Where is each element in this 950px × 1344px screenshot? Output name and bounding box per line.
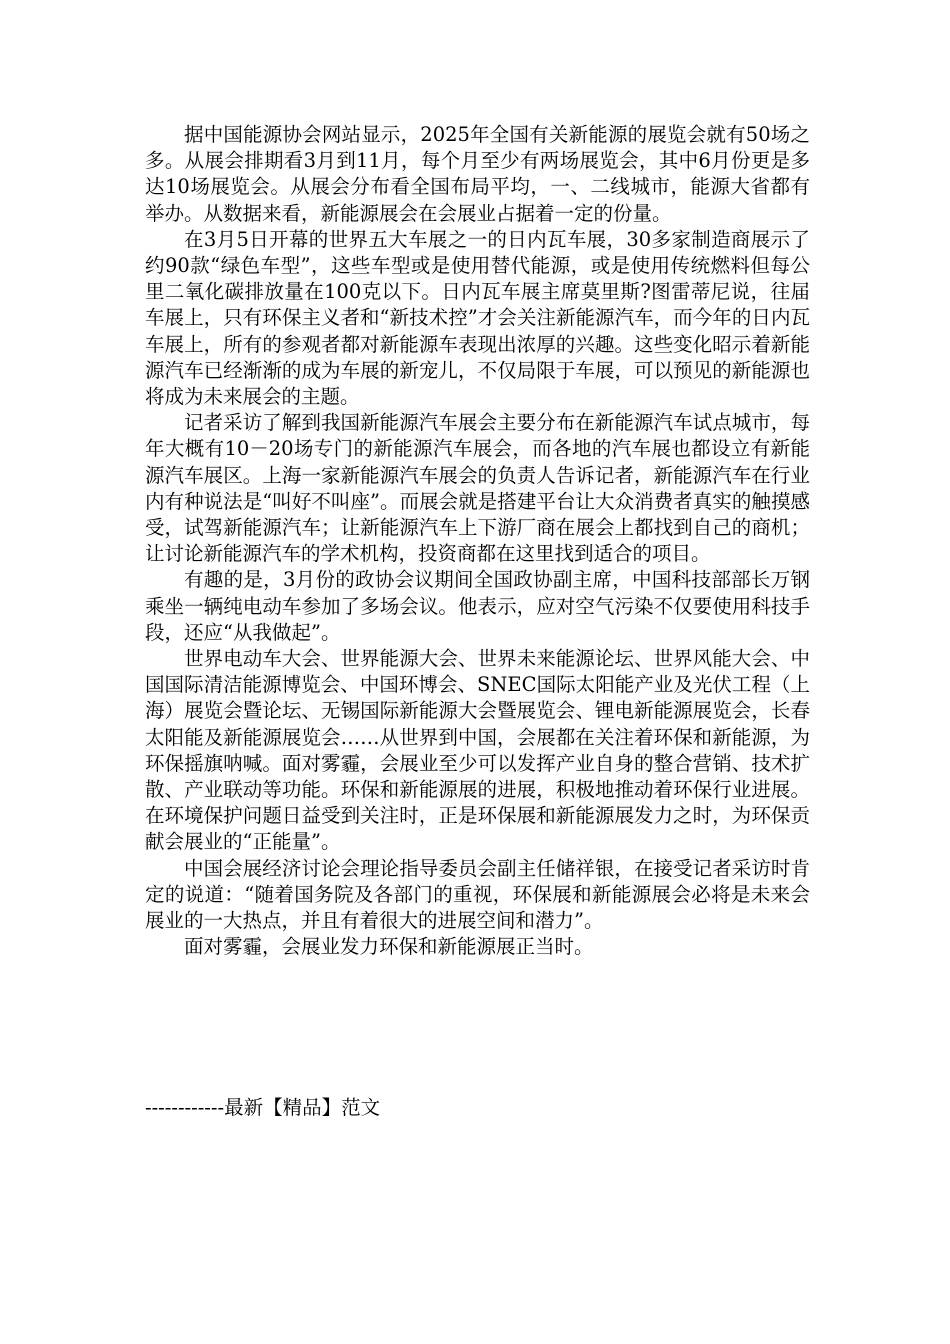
- paragraph-6: 中国会展经济讨论会理论指导委员会副主任储祥银，在接受记者采访时肯定的说道：“随着国务院及各部门的重视，环保展和新能源展会必将是未来会展业的一大热点，并且有着很大的进展空间和潜力”。: [145, 856, 810, 933]
- paragraph-5: 世界电动车大会、世界能源大会、世界未来能源论坛、世界风能大会、中国国际清洁能源博览会、中国环博会、SNEC国际太阳能产业及光伏工程（上海）展览会暨论坛、无锡国际新能源大会暨展览会、锂电新能源展览会，长春太阳能及新能源展览会……从世界到中国，会展都在关注着环保和新能源，为环保摇旗呐喊。面对雾霾，会展业至少可以发挥产业自身的整合营销、技术扩散、产业联动等功能。环保和新能源展的进展，积极地推动着环保行业进展。在环境保护问题日益受到关注时，正是环保展和新能源展发力之时，为环保贡献会展业的“正能量”。: [145, 647, 810, 854]
- paragraph-3: 记者采访了解到我国新能源汽车展会主要分布在新能源汽车试点城市，每年大概有10－20场专门的新能源汽车展会，而各地的汽车展也都设立有新能源汽车展区。上海一家新能源汽车展会的负责人告诉记者，新能源汽车在行业内有种说法是“叫好不叫座”。而展会就是搭建平台让大众消费者真实的触摸感受，试驾新能源汽车；让新能源汽车上下游厂商在展会上都找到自己的商机；让讨论新能源汽车的学术机构，投资商都在这里找到适合的项目。: [145, 411, 810, 566]
- paragraph-1: 据中国能源协会网站显示，2025年全国有关新能源的展览会就有50场之多。从展会排期看3月到11月，每个月至少有两场展览会，其中6月份更是多达10场展览会。从展会分布看全国布局平均，一、二线城市，能源大省都有举办。从数据来看，新能源展会在会展业占据着一定的份量。: [145, 123, 810, 225]
- footer-text: ------------最新【精品】范文: [145, 1096, 381, 1119]
- document-body: [145, 122, 810, 961]
- paragraph-4: 有趣的是，3月份的政协会议期间全国政协副主席，中国科技部部长万钢乘坐一辆纯电动车参加了多场会议。他表示，应对空气污染不仅要使用科技手段，还应“从我做起”。: [145, 568, 810, 644]
- paragraph-7: 面对雾霾，会展业发力环保和新能源展正当时。: [184, 935, 594, 959]
- paragraph-2: 在3月5日开幕的世界五大车展之一的日内瓦车展，30多家制造商展示了约90款“绿色车型”，这些车型或是使用替代能源，或是使用传统燃料但每公里二氧化碳排放量在100克以下。日内瓦车展主席莫里斯?图雷蒂尼说，往届车展上，只有环保主义者和“新技术控”才会关注新能源汽车，而今年的日内瓦车展上，所有的参观者都对新能源车表现出浓厚的兴趣。这些变化昭示着新能源汽车已经渐渐的成为车展的新宠儿，不仅局限于车展，可以预见的新能源也将成为未来展会的主题。: [145, 227, 810, 409]
